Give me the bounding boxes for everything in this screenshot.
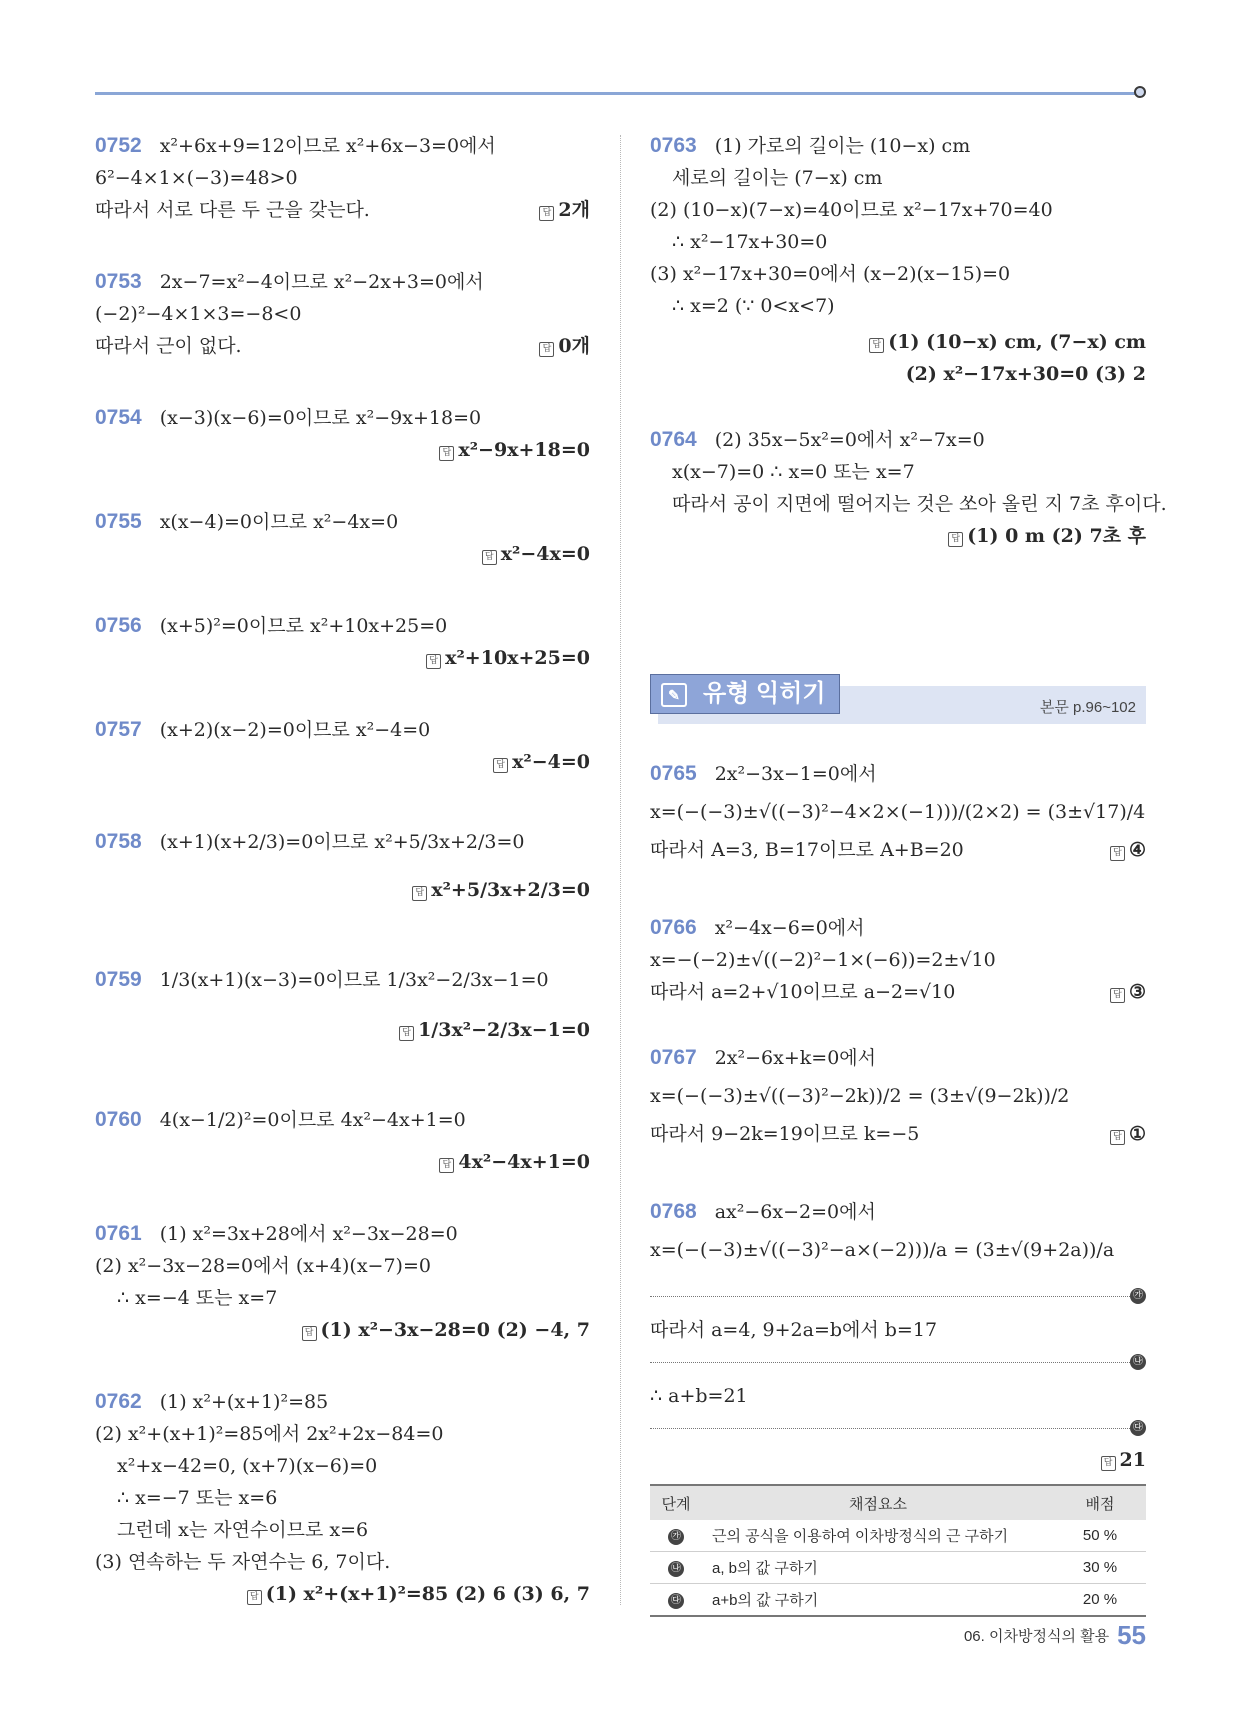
page-reference: 본문 p.96~102: [1039, 699, 1136, 716]
answer-0753: [539, 330, 590, 362]
step-divider: [650, 1428, 1130, 1429]
solution-line: ax²−6x−2=0에서: [714, 1201, 876, 1223]
solution-line: 따라서 a=4, 9+2a=b에서 b=17: [650, 1319, 938, 1341]
problem-0759: [95, 964, 549, 996]
solution-line: (x+2)(x−2)=0이므로 x²−4=0: [159, 719, 431, 741]
solution-line: 4(x−1/2)²=0이므로 4x²−4x+1=0: [159, 1109, 466, 1131]
table-cell: a+b의 값 구하기: [702, 1584, 1054, 1617]
problem-number: 0759: [95, 968, 142, 991]
answer-text: x²−4=0: [512, 751, 590, 773]
solution-line: (1) x²=3x+28에서 x²−3x−28=0: [159, 1223, 458, 1245]
scoring-table: [650, 1484, 1146, 1617]
problem-0762: [95, 1386, 443, 1578]
answer-text: x²−4x=0: [500, 543, 590, 565]
step-marker: ㉰: [668, 1593, 684, 1609]
answer-text: 2개: [558, 199, 590, 221]
answer-0766: [1110, 976, 1146, 1008]
problem-number: 0768: [650, 1200, 697, 1223]
top-rule: [95, 92, 1140, 95]
problem-number: 0761: [95, 1222, 142, 1245]
problem-number: 0752: [95, 134, 142, 157]
problem-0753: [95, 266, 484, 362]
table-cell: 근의 공식을 이용하여 이차방정식의 근 구하기: [702, 1520, 1054, 1552]
solution-line: (−2)²−4×1×3=−8<0: [95, 303, 302, 325]
answer-text: (2) x²−17x+30=0 (3) 2: [905, 363, 1146, 385]
step-marker: ㉯: [668, 1561, 684, 1577]
answer-0765: [1110, 834, 1146, 866]
answer-icon: 답: [493, 758, 508, 773]
solution-line: 1/3(x+1)(x−3)=0이므로 1/3x²−2/3x−1=0: [159, 969, 549, 991]
problem-0765: [650, 758, 1145, 866]
solution-line: (3) 연속하는 두 자연수는 6, 7이다.: [95, 1551, 391, 1573]
answer-0764: [948, 520, 1146, 552]
solution-line: ∴ x=2 (∵ 0<x<7): [672, 295, 835, 317]
answer-0767: [1110, 1118, 1146, 1150]
solution-line: (2) (10−x)(7−x)=40이므로 x²−17x+70=40: [650, 199, 1053, 221]
solution-line: x²−4x−6=0에서: [714, 917, 865, 939]
page-footer: [964, 1620, 1146, 1651]
solution-line: ∴ x²−17x+30=0: [672, 231, 828, 253]
solution-line: 6²−4×1×(−3)=48>0: [95, 167, 298, 189]
solution-line: (x+1)(x+2/3)=0이므로 x²+5/3x+2/3=0: [159, 831, 525, 853]
answer-text: (1) (10−x) cm, (7−x) cm: [888, 331, 1146, 353]
answer-text: (1) x²−3x−28=0 (2) −4, 7: [320, 1319, 590, 1341]
solution-line: 따라서 서로 다른 두 근을 갖는다.: [95, 199, 370, 221]
answer-0752: [539, 194, 590, 226]
solution-line: (x−3)(x−6)=0이므로 x²−9x+18=0: [159, 407, 482, 429]
step-divider: [650, 1296, 1130, 1297]
solution-line: x=(−(−3)±√((−3)²−a×(−2)))/a = (3±√(9+2a))/a: [650, 1239, 1115, 1261]
column-header: 단계: [650, 1485, 702, 1520]
answer-0759: [399, 1014, 590, 1046]
column-divider: [620, 135, 621, 1605]
solution-line: (1) 가로의 길이는 (10−x) cm: [714, 135, 971, 157]
problem-0756: [95, 610, 447, 642]
problem-0760: [95, 1104, 466, 1136]
table-header-row: [650, 1485, 1146, 1520]
step-marker: ㉯: [1130, 1354, 1146, 1370]
top-rule-dot: [1134, 86, 1146, 98]
answer-icon: 답: [1110, 1130, 1125, 1145]
answer-icon: 답: [439, 1158, 454, 1173]
problem-number: 0763: [650, 134, 697, 157]
solution-line: 따라서 9−2k=19이므로 k=−5: [650, 1123, 920, 1145]
answer-text: (1) x²+(x+1)²=85 (2) 6 (3) 6, 7: [265, 1583, 590, 1605]
answer-0758: [412, 874, 590, 906]
answer-text: ④: [1128, 839, 1146, 861]
answer-text: 4x²−4x+1=0: [458, 1151, 590, 1173]
problem-number: 0764: [650, 428, 697, 451]
problem-0763: [650, 130, 1053, 322]
problem-0764: [650, 424, 1167, 520]
problem-0766: [650, 912, 996, 1008]
solution-line: 2x²−3x−1=0에서: [714, 763, 877, 785]
answer-icon: 답: [426, 654, 441, 669]
page-number: 55: [1117, 1620, 1146, 1650]
answer-icon: 답: [1101, 1456, 1116, 1471]
solution-line: ∴ x=−4 또는 x=7: [117, 1287, 278, 1309]
table-row: [650, 1552, 1146, 1584]
answer-icon: 답: [412, 886, 427, 901]
answer-icon: 답: [1110, 846, 1125, 861]
answer-icon: 답: [869, 338, 884, 353]
problem-0752: [95, 130, 496, 226]
solution-line: ∴ a+b=21: [650, 1385, 748, 1407]
solution-step-3: [650, 1380, 748, 1412]
column-header: 배점: [1054, 1485, 1146, 1520]
answer-text: 0개: [558, 335, 590, 357]
answer-0756: [426, 642, 590, 674]
answer-text: x²+10x+25=0: [445, 647, 590, 669]
problem-0767: [650, 1042, 1069, 1150]
chapter-title: 06. 이차방정식의 활용: [963, 1628, 1110, 1645]
solution-line: 그런데 x는 자연수이므로 x=6: [117, 1519, 369, 1541]
problem-number: 0765: [650, 762, 697, 785]
solution-line: x=(−(−3)±√((−3)²−4×2×(−1)))/(2×2) = (3±√17)/4: [650, 801, 1146, 823]
answer-0762: [247, 1578, 590, 1610]
problem-number: 0760: [95, 1108, 142, 1131]
problem-number: 0766: [650, 916, 697, 939]
answer-text: x²−9x+18=0: [458, 439, 590, 461]
answer-icon: 답: [247, 1590, 262, 1605]
answer-icon: 답: [439, 446, 454, 461]
answer-icon: 답: [539, 206, 554, 221]
solution-line: 따라서 A=3, B=17이므로 A+B=20: [650, 839, 964, 861]
problem-0757: [95, 714, 430, 746]
solution-line: 따라서 a=2+√10이므로 a−2=√10: [650, 981, 956, 1003]
answer-icon: 답: [539, 342, 554, 357]
banner-tab: [650, 674, 840, 714]
answer-0763-part1: [869, 326, 1146, 358]
problem-number: 0762: [95, 1390, 142, 1413]
problem-0768: [650, 1196, 1114, 1272]
solution-line: x²+6x+9=12이므로 x²+6x−3=0에서: [159, 135, 496, 157]
answer-0761: [302, 1314, 590, 1346]
solution-line: (2) x²+(x+1)²=85에서 2x²+2x−84=0: [95, 1423, 444, 1445]
answer-0755: [482, 538, 590, 570]
section-title: 유형 익히기: [703, 680, 826, 707]
solution-line: 2x−7=x²−4이므로 x²−2x+3=0에서: [159, 271, 484, 293]
solution-line: ∴ x=−7 또는 x=6: [117, 1487, 278, 1509]
answer-icon: 답: [302, 1326, 317, 1341]
solution-line: (2) 35x−5x²=0에서 x²−7x=0: [714, 429, 985, 451]
answer-text: ①: [1128, 1123, 1146, 1145]
step-marker: ㉮: [668, 1529, 684, 1545]
answer-text: 1/3x²−2/3x−1=0: [418, 1019, 590, 1041]
answer-0768: [1101, 1444, 1146, 1476]
problem-number: 0756: [95, 614, 142, 637]
solution-line: (2) x²−3x−28=0에서 (x+4)(x−7)=0: [95, 1255, 431, 1277]
step-marker: ㉮: [1130, 1288, 1146, 1304]
solution-line: 2x²−6x+k=0에서: [714, 1047, 877, 1069]
problem-number: 0754: [95, 406, 142, 429]
solution-line: x=(−(−3)±√((−3)²−2k))/2 = (3±√(9−2k))/2: [650, 1085, 1070, 1107]
problem-number: 0753: [95, 270, 142, 293]
problem-0755: [95, 506, 398, 538]
answer-icon: 답: [482, 550, 497, 565]
answer-icon: 답: [948, 532, 963, 547]
table-cell: 50 %: [1054, 1520, 1146, 1552]
table-cell: 20 %: [1054, 1584, 1146, 1617]
answer-icon: 답: [1110, 988, 1125, 1003]
answer-icon: 답: [399, 1026, 414, 1041]
problem-number: 0755: [95, 510, 142, 533]
problem-0758: [95, 826, 524, 858]
problem-number: 0758: [95, 830, 142, 853]
solution-line: (3) x²−17x+30=0에서 (x−2)(x−15)=0: [650, 263, 1011, 285]
answer-0760: [439, 1146, 590, 1178]
solution-line: x(x−4)=0이므로 x²−4x=0: [159, 511, 399, 533]
answer-text: (1) 0 m (2) 7초 후: [967, 525, 1146, 547]
step-marker: ㉰: [1130, 1420, 1146, 1436]
step-divider: [650, 1362, 1130, 1363]
solution-line: 따라서 근이 없다.: [95, 335, 242, 357]
table-cell: 30 %: [1054, 1552, 1146, 1584]
solution-line: x=−(−2)±√((−2)²−1×(−6))=2±√10: [650, 949, 996, 971]
column-header: 채점요소: [702, 1485, 1054, 1520]
solution-line: (1) x²+(x+1)²=85: [159, 1391, 329, 1413]
solution-step-2: [650, 1314, 937, 1346]
problem-0761: [95, 1218, 458, 1314]
solution-line: 따라서 공이 지면에 떨어지는 것은 쏘아 올린 지 7초 후이다.: [672, 493, 1167, 515]
problem-number: 0757: [95, 718, 142, 741]
table-row: [650, 1520, 1146, 1552]
answer-0757: [493, 746, 590, 778]
section-banner: [650, 672, 1146, 724]
solution-line: 세로의 길이는 (7−x) cm: [672, 167, 883, 189]
problem-0754: [95, 402, 481, 434]
notebook-icon: ✎: [661, 683, 687, 707]
answer-text: ③: [1128, 981, 1146, 1003]
solution-line: x²+x−42=0, (x+7)(x−6)=0: [117, 1455, 378, 1477]
table-row: [650, 1584, 1146, 1617]
solution-line: (x+5)²=0이므로 x²+10x+25=0: [159, 615, 448, 637]
answer-0763-part2: [906, 358, 1146, 390]
answer-text: 21: [1119, 1449, 1146, 1471]
answer-0754: [439, 434, 590, 466]
table-cell: a, b의 값 구하기: [702, 1552, 1054, 1584]
solution-line: x(x−7)=0 ∴ x=0 또는 x=7: [672, 461, 915, 483]
problem-number: 0767: [650, 1046, 697, 1069]
answer-text: x²+5/3x+2/3=0: [431, 879, 590, 901]
